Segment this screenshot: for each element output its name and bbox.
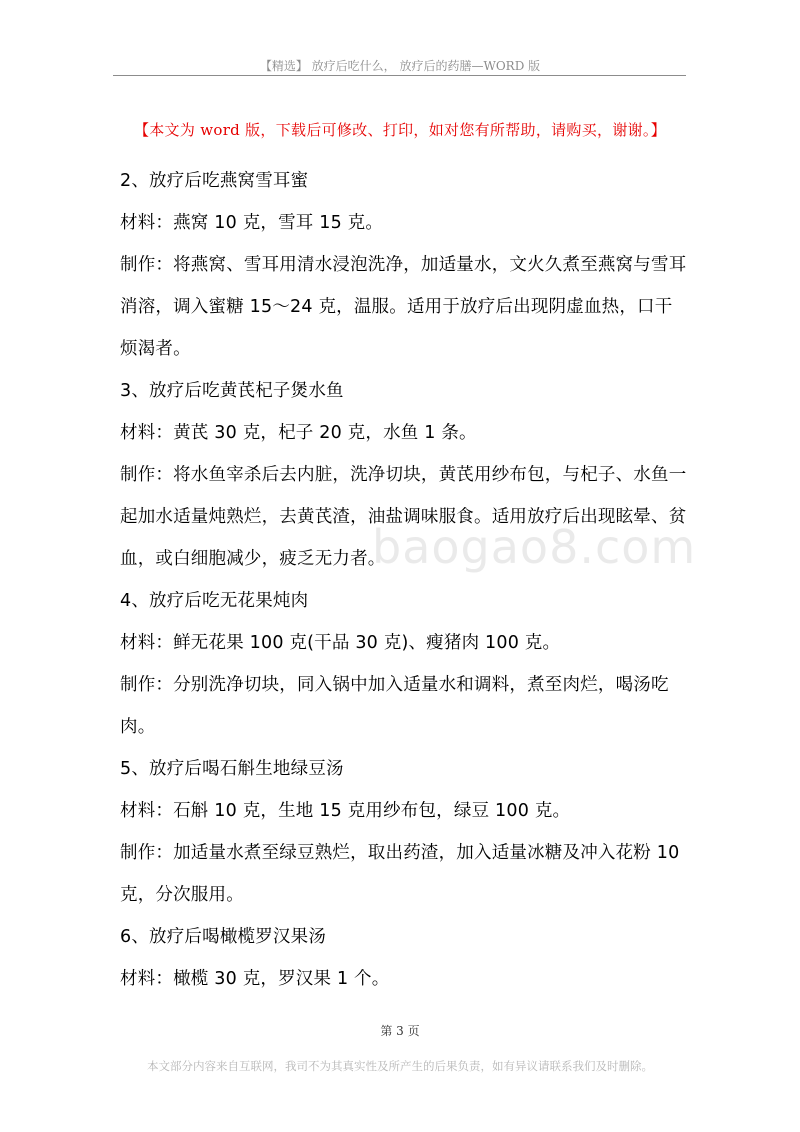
watermark: baogao8.com	[372, 520, 697, 574]
recipe-ingredients: 材料：燕窝 10 克，雪耳 15 克。	[120, 213, 384, 233]
document-body	[120, 160, 690, 1000]
recipe-method: 制作：分别洗净切块，同入锅中加入适量水和调料，煮至肉烂，喝汤吃肉。	[120, 675, 669, 737]
page-number: 第 3 页	[380, 1024, 420, 1038]
recipe-heading: 4、放疗后吃无花果炖肉	[120, 591, 309, 611]
recipe-method: 制作：将燕窝、雪耳用清水浸泡洗净，加适量水，文火久煮至燕窝与雪耳消溶，调入蜜糖 15～24 克，温服。适用于放疗后出现阴虚血热，口干烦渴者。	[120, 255, 687, 359]
recipe-heading: 6、放疗后喝橄榄罗汉果汤	[120, 927, 327, 947]
recipe-ingredients: 材料：橄榄 30 克，罗汉果 1 个。	[120, 969, 390, 989]
header-divider	[113, 75, 686, 76]
recipe-heading: 5、放疗后喝石斛生地绿豆汤	[120, 759, 344, 779]
recipe-ingredients: 材料：鲜无花果 100 克(干品 30 克)、瘦猪肉 100 克。	[120, 633, 561, 653]
recipe-ingredients: 材料：黄芪 30 克，杞子 20 克，水鱼 1 条。	[120, 423, 477, 443]
recipe-ingredients: 材料：石斛 10 克，生地 15 克用纱布包，绿豆 100 克。	[120, 801, 571, 821]
footer-disclaimer: 本文部分内容来自互联网，我司不为其真实性及所产生的后果负责，如有异议请联系我们及时删除。	[147, 1059, 653, 1073]
recipe-method: 制作：加适量水煮至绿豆熟烂，取出药渣，加入适量冰糖及冲入花粉 10 克，分次服用。	[120, 843, 680, 905]
recipe-heading: 3、放疗后吃黄芪杞子煲水鱼	[120, 381, 344, 401]
recipe-method: 制作：将水鱼宰杀后去内脏，洗净切块，黄芪用纱布包，与杞子、水鱼一起加水适量炖熟烂，去黄芪渣，油盐调味服食。适用放疗后出现眩晕、贫血，或白细胞减少，疲乏无力者。	[120, 465, 687, 569]
download-notice: 【本文为 word 版，下载后可修改、打印，如对您有所帮助，请购买，谢谢。】	[133, 121, 667, 139]
page-header: 【精选】 放疗后吃什么， 放疗后的药膳—WORD 版	[259, 59, 541, 73]
recipe-heading: 2、放疗后吃燕窝雪耳蜜	[120, 171, 309, 191]
